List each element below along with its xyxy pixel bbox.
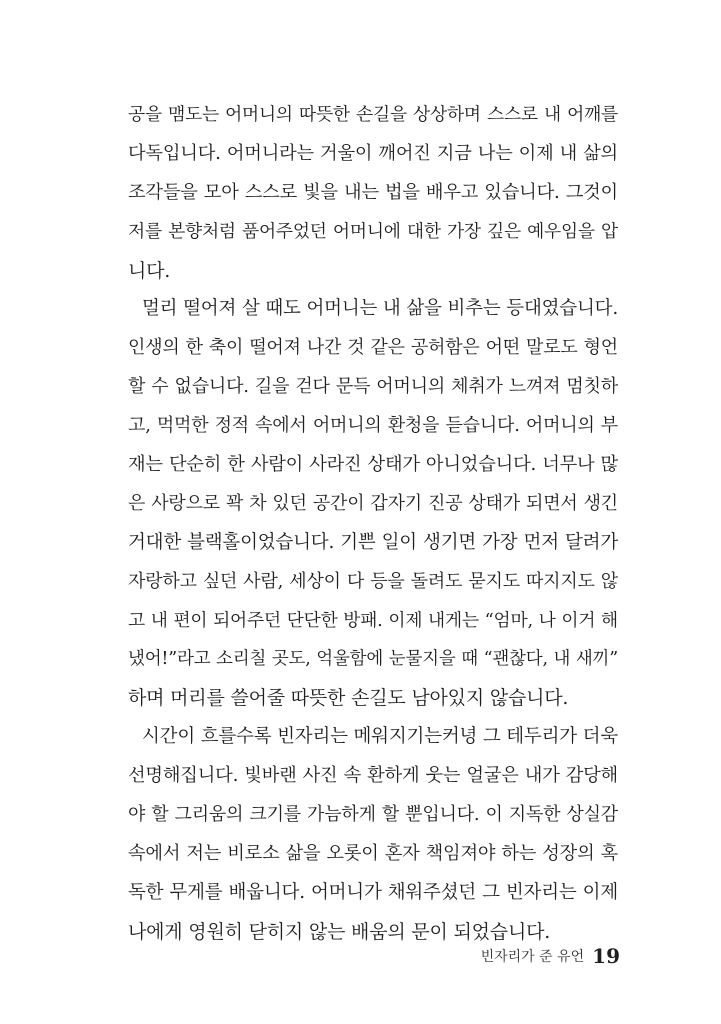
text-line: 나에게 영원히 닫히지 않는 배움의 문이 되었습니다. [128, 920, 551, 943]
text-line: 냈어!”라고 소리칠 곳도, 억울함에 눈물지을 때 “괜찮다, 내 새끼” [128, 649, 618, 670]
text-line: 조각들을 모아 스스로 빛을 내는 법을 배우고 있습니다. 그것이 [128, 181, 618, 203]
text-line: 독한 무게를 배웁니다. 어머니가 채워주셨던 그 빈자리는 이제 [128, 881, 618, 903]
text-line: 고, 먹먹한 정적 속에서 어머니의 환청을 듣습니다. 어머니의 부 [128, 415, 618, 437]
text-line: 은 사랑으로 꽉 차 있던 공간이 갑자기 진공 상태가 되면서 생긴 [128, 492, 618, 514]
text-line: 하며 머리를 쓸어줄 따뜻한 손길도 남아있지 않습니다. [128, 687, 569, 710]
text-line: 재는 단순히 한 사람이 사라진 상태가 아니었습니다. 너무나 많 [128, 454, 618, 476]
text-line: 할 수 없습니다. 길을 걷다 문득 어머니의 체취가 느껴져 멈칫하 [128, 376, 618, 398]
page-number: 19 [592, 944, 620, 968]
text-line: 속에서 저는 비로소 삶을 오롯이 혼자 책임져야 하는 성장의 혹 [128, 842, 618, 864]
text-line: 거대한 블랙홀이었습니다. 기쁜 일이 생기면 가장 먼저 달려가 [128, 531, 618, 553]
text-line: 저를 본향처럼 품어주었던 어머니에 대한 가장 깊은 예우임을 압 [128, 221, 618, 242]
text-line: 공을 맴도는 어머니의 따뜻한 손길을 상상하며 스스로 내 어깨를 [128, 105, 618, 125]
text-line: 자랑하고 싶던 사람, 세상이 다 등을 돌려도 묻지도 따지지도 않 [128, 570, 618, 592]
text-line: 니다. [128, 259, 171, 282]
text-line: 선명해집니다. 빛바랜 사진 속 환하게 웃는 얼굴은 내가 감당해 [128, 765, 618, 787]
text-line: 야 할 그리움의 크기를 가늠하게 할 뿐입니다. 이 지독한 상실감 [128, 804, 618, 826]
running-title: 빈자리가 준 유언 [480, 949, 585, 965]
text-line: 시간이 흐를수록 빈자리는 메워지기는커녕 그 테두리가 더욱 [142, 726, 618, 748]
text-line: 멀리 떨어져 살 때도 어머니는 내 삶을 비추는 등대였습니다. [142, 298, 618, 320]
page-footer [0, 944, 620, 968]
text-line: 고 내 편이 되어주던 단단한 방패. 이제 내게는 “엄마, 나 이거 해 [128, 610, 618, 631]
text-line: 다독입니다. 어머니라는 거울이 깨어진 지금 나는 이제 내 삶의 [128, 142, 618, 164]
text-line: 인생의 한 축이 떨어져 나간 것 같은 공허함은 어떤 말로도 형언 [128, 337, 618, 359]
body-text [128, 96, 618, 952]
